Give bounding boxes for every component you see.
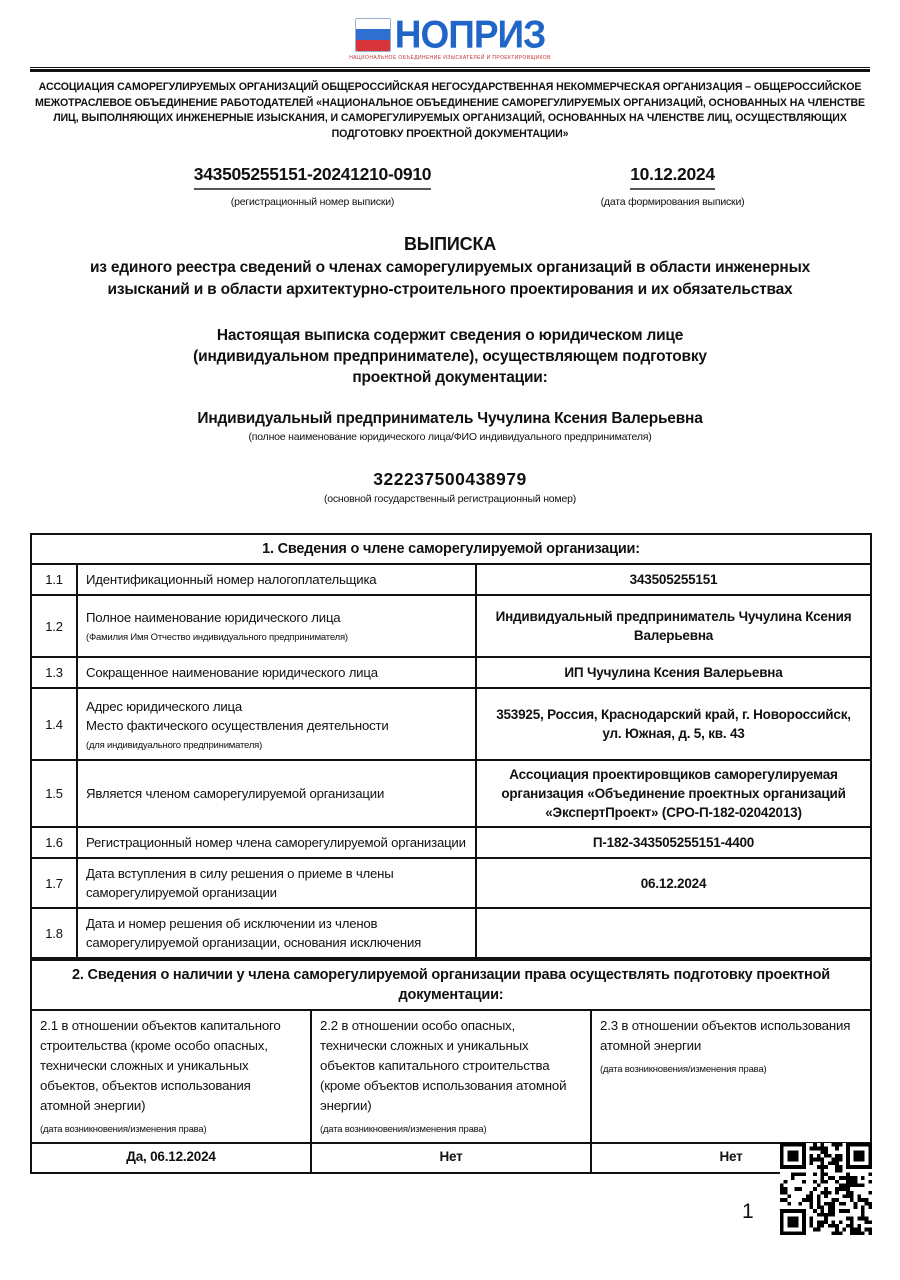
section1-table <box>30 533 872 959</box>
row-label <box>77 688 476 760</box>
column-label: 2.2 в отношении особо опасных, технически сложных и уникальных объектов капитального строительства (кроме объектов использования атомной энергии) <box>320 1018 567 1113</box>
registration-number: 343505255151-20241210-0910 <box>194 164 431 190</box>
table-row <box>31 908 871 958</box>
logo-tagline: НАЦИОНАЛЬНОЕ ОБЪЕДИНЕНИЕ ИЗЫСКАТЕЛЕЙ И ПРОЕКТИРОВЩИКОВ <box>349 55 551 61</box>
section2-table <box>30 959 872 1174</box>
formation-date: 10.12.2024 <box>630 164 715 190</box>
subject-name-label: (полное наименование юридического лица/ФИО индивидуального предпринимателя) <box>248 431 652 443</box>
row-label <box>77 827 476 858</box>
russian-flag-icon <box>355 18 391 52</box>
registration-number-label: (регистрационный номер выписки) <box>230 196 395 208</box>
row-number: 1.4 <box>31 688 77 760</box>
table-row <box>31 1010 871 1143</box>
column-label: 2.1 в отношении объектов капитального строительства (кроме особо опасных, технически сложных и уникальных объектов, объектов использования атомной энергии) <box>40 1018 281 1113</box>
table-row <box>31 595 871 657</box>
row-label <box>77 564 476 595</box>
row-number: 1.1 <box>31 564 77 595</box>
section2-title: 2. Сведения о наличии у члена саморегулируемой организации права осуществлять подготовку проектной документации: <box>31 960 871 1010</box>
row-value: П-182-343505255151-4400 <box>476 827 871 858</box>
row-label <box>77 657 476 688</box>
subject-name: Индивидуальный предприниматель Чучулина Ксения Валерьевна <box>197 410 703 427</box>
row-number: 1.2 <box>31 595 77 657</box>
ogrn-number: 322237500438979 <box>373 469 527 489</box>
statement <box>0 325 900 388</box>
statement-line: (индивидуальном предпринимателе), осуществляющем подготовку <box>193 348 707 365</box>
header-divider <box>30 67 870 72</box>
right-value-2-2: Нет <box>311 1143 591 1173</box>
right-column-2-3 <box>591 1010 871 1143</box>
formation-date-label: (дата формирования выписки) <box>600 196 745 208</box>
right-column-2-2 <box>311 1010 591 1143</box>
row-label-text: Дата вступления в силу решения о приеме в члены саморегулируемой организации <box>86 866 394 900</box>
row-label-text: Место фактического осуществления деятельности <box>86 717 389 733</box>
association-name: АССОЦИАЦИЯ САМОРЕГУЛИРУЕМЫХ ОРГАНИЗАЦИЙ ОБЩЕРОССИЙСКАЯ НЕГОСУДАРСТВЕННАЯ НЕКОММЕРЧЕСКАЯ ОРГАНИЗАЦИЯ – ОБЩЕРОССИЙСКОЕ МЕЖОТРАСЛЕВОЕ ОБЪЕДИНЕНИЕ РАБОТОДАТЕЛЕЙ «НАЦИОНАЛЬНОЕ ОБЪЕДИНЕНИЕ САМОРЕГУЛИРУЕМЫХ ОРГАНИЗАЦИЙ, ОСНОВАННЫХ НА ЧЛЕНСТВЕ ЛИЦ, ВЫПОЛНЯЮЩИХ ИНЖЕНЕРНЫЕ ИЗЫСКАНИЯ, И САМОРЕГУЛИРУЕМЫХ ОРГАНИЗАЦИЙ, ОСНОВАННЫХ НА ЧЛЕНСТВЕ ЛИЦ, ОСУЩЕСТВЛЯЮЩИХ ПОДГОТОВКУ ПРОЕКТНОЙ ДОКУМЕНТАЦИИ» <box>34 81 866 140</box>
row-value: Индивидуальный предприниматель Чучулина Ксения Валерьевна <box>476 595 871 657</box>
subtitle-line: изысканий и в области архитектурно-строительного проектирования и их обязательствах <box>107 281 793 298</box>
row-label-text: Является членом саморегулируемой организации <box>86 786 385 801</box>
row-value: ИП Чучулина Ксения Валерьевна <box>476 657 871 688</box>
column-sublabel: (дата возникновения/изменения права) <box>320 1124 487 1135</box>
row-label-text: Дата и номер решения об исключении из членов саморегулируемой организации, основания исключения <box>86 916 422 950</box>
row-number: 1.3 <box>31 657 77 688</box>
column-sublabel: (дата возникновения/изменения права) <box>600 1064 767 1075</box>
nopriz-logo: НОПРИЗ <box>394 12 546 57</box>
logo-block <box>0 0 900 61</box>
table-row <box>31 827 871 858</box>
extract-meta-row <box>0 164 900 226</box>
table-row <box>31 858 871 908</box>
row-label <box>77 595 476 657</box>
table-row <box>31 688 871 760</box>
ogrn-label: (основной государственный регистрационный номер) <box>323 493 577 505</box>
subtitle-line: из единого реестра сведений о членах саморегулируемых организаций в области инженерных <box>89 259 811 276</box>
row-sublabel: (Фамилия Имя Отчество индивидуального предпринимателя) <box>86 632 348 643</box>
right-value-2-1: Да, 06.12.2024 <box>31 1143 311 1173</box>
table-row <box>31 657 871 688</box>
document-subtitle <box>0 257 900 301</box>
row-value: Ассоциация проектировщиков саморегулируемая организация «Объединение проектных организаций «ЭкспертПроект» (СРО-П-182-02042013) <box>476 760 871 827</box>
row-label <box>77 858 476 908</box>
table-row <box>31 1143 871 1173</box>
column-sublabel: (дата возникновения/изменения права) <box>40 1124 207 1135</box>
row-sublabel: (для индивидуального предпринимателя) <box>86 739 263 751</box>
row-number: 1.8 <box>31 908 77 958</box>
row-label-text: Регистрационный номер члена саморегулируемой организации <box>86 835 466 850</box>
row-value: 343505255151 <box>476 564 871 595</box>
qr-code <box>780 1143 872 1235</box>
row-label <box>77 760 476 827</box>
row-number: 1.6 <box>31 827 77 858</box>
page-number: 1 <box>742 1200 754 1223</box>
row-value: 06.12.2024 <box>476 858 871 908</box>
row-label <box>77 908 476 958</box>
row-value <box>476 908 871 958</box>
row-label-text: Полное наименование юридического лица <box>86 610 341 625</box>
table-row <box>31 564 871 595</box>
column-label: 2.3 в отношении объектов использования атомной энергии <box>600 1018 851 1053</box>
row-label-text: Адрес юридического лица <box>86 698 242 714</box>
row-number: 1.7 <box>31 858 77 908</box>
statement-line: Настоящая выписка содержит сведения о юридическом лице <box>216 327 684 344</box>
row-label-text: Идентификационный номер налогоплательщика <box>86 572 377 587</box>
row-label-text: Сокращенное наименование юридического лица <box>86 665 378 680</box>
document-title: ВЫПИСКА <box>403 234 497 254</box>
statement-line: проектной документации: <box>352 369 548 386</box>
right-column-2-1 <box>31 1010 311 1143</box>
row-value: 353925, Россия, Краснодарский край, г. Новороссийск, ул. Южная, д. 5, кв. 43 <box>476 688 871 760</box>
section1-title: 1. Сведения о члене саморегулируемой организации: <box>31 534 871 564</box>
right-value-2-3: Нет <box>591 1143 871 1173</box>
row-number: 1.5 <box>31 760 77 827</box>
table-row <box>31 760 871 827</box>
